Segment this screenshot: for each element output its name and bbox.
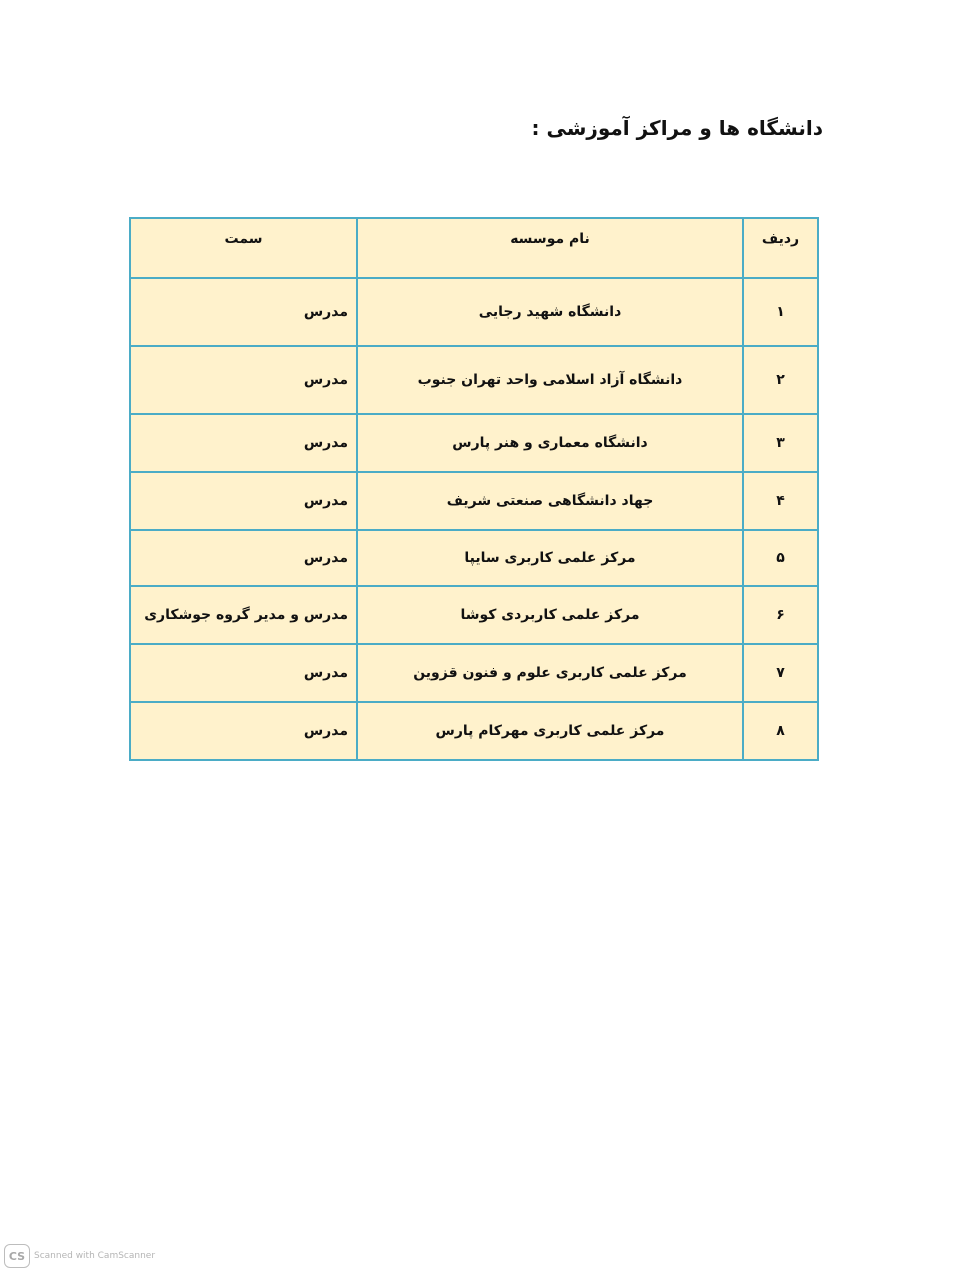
row-number: ۸	[743, 702, 818, 760]
table-row	[130, 414, 818, 472]
position: مدرس	[130, 530, 357, 586]
position: مدرس	[130, 414, 357, 472]
position: مدرس	[130, 644, 357, 702]
row-number: ۱	[743, 278, 818, 346]
header-institution-name: نام موسسه	[357, 218, 743, 278]
row-number: ۴	[743, 472, 818, 530]
institution-name: دانشگاه آزاد اسلامی واحد تهران جنوب	[357, 346, 743, 414]
table-header-row	[130, 218, 818, 278]
institutions-table	[129, 217, 819, 761]
institution-name: مرکز علمی کاربردی کوشا	[357, 586, 743, 644]
institution-name: مرکز علمی کاربری علوم و فنون قزوین	[357, 644, 743, 702]
position: مدرس	[130, 702, 357, 760]
table-row	[130, 530, 818, 586]
row-number: ۵	[743, 530, 818, 586]
watermark-text: Scanned with CamScanner	[34, 1251, 156, 1261]
page-title: دانشگاه ها و مراکز آموزشی :	[531, 116, 823, 140]
position: مدرس	[130, 278, 357, 346]
header-position: سمت	[130, 218, 357, 278]
camscanner-watermark	[4, 1244, 155, 1268]
institution-name: دانشگاه معماری و هنر پارس	[357, 414, 743, 472]
header-row-number: ردیف	[743, 218, 818, 278]
position: مدرس و مدیر گروه جوشکاری	[130, 586, 357, 644]
position: مدرس	[130, 472, 357, 530]
row-number: ۳	[743, 414, 818, 472]
institution-name: جهاد دانشگاهی صنعتی شریف	[357, 472, 743, 530]
table-row	[130, 472, 818, 530]
table-row	[130, 278, 818, 346]
row-number: ۷	[743, 644, 818, 702]
camscanner-logo: CS	[4, 1244, 30, 1268]
position: مدرس	[130, 346, 357, 414]
table-row	[130, 346, 818, 414]
table-row	[130, 586, 818, 644]
row-number: ۶	[743, 586, 818, 644]
table-row	[130, 644, 818, 702]
table-row	[130, 702, 818, 760]
institution-name: دانشگاه شهید رجایی	[357, 278, 743, 346]
institution-name: مرکز علمی کاربری سایپا	[357, 530, 743, 586]
institution-name: مرکز علمی کاربری مهرکام پارس	[357, 702, 743, 760]
row-number: ۲	[743, 346, 818, 414]
